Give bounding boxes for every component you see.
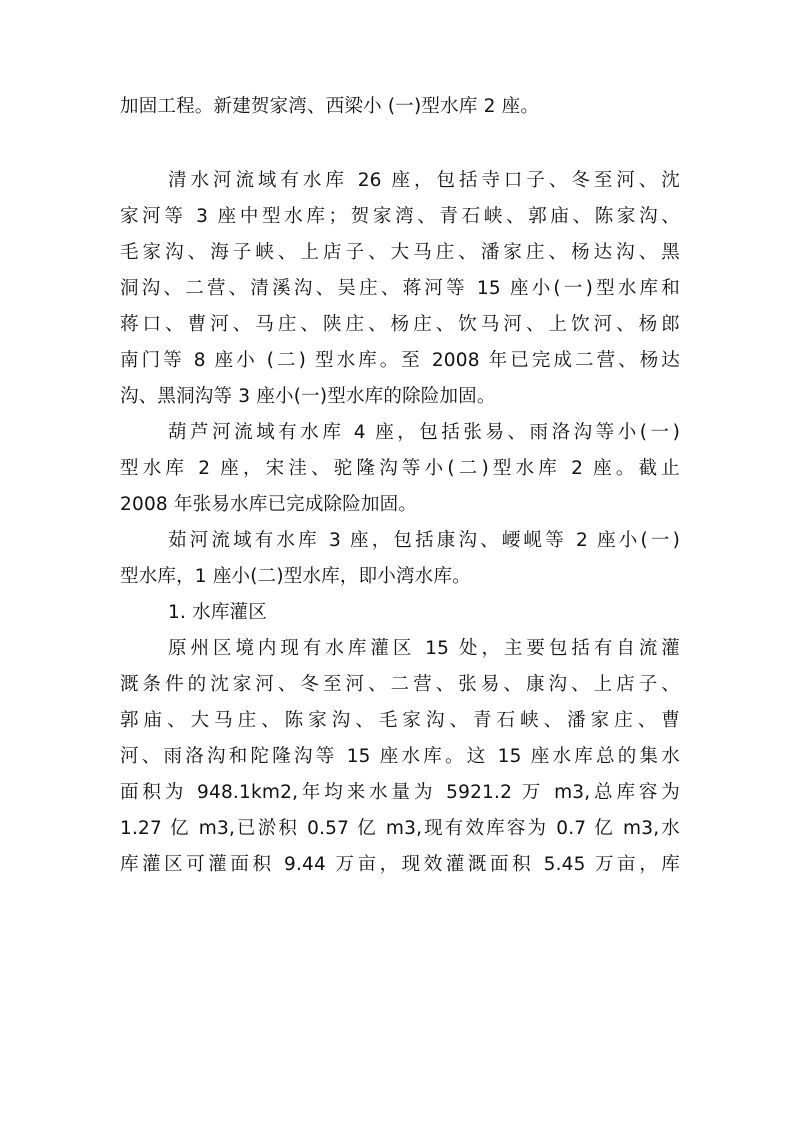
text-line: 加固工程。新建贺家湾、西梁小 (一)型水库 2 座。 — [120, 96, 540, 117]
text-line: 南门等 8 座小 (二) 型水库。至 2008 年已完成二营、杨达 — [120, 350, 680, 371]
text-line: 家河等 3 座中型水库；贺家湾、青石峡、郭庙、陈家沟、 — [120, 206, 680, 227]
text-line: 毛家沟、海子峡、上店子、大马庄、潘家庄、杨达沟、黑 — [120, 242, 680, 263]
document-body — [120, 92, 680, 879]
text-line: 原州区境内现有水库灌区 15 处，主要包括有自流灌 — [168, 638, 680, 659]
text-line: 2008 年张易水库已完成除险加固。 — [120, 494, 418, 515]
section-heading: 1. 水库灌区 — [168, 602, 267, 623]
paragraph-ru-river — [120, 526, 680, 591]
section-heading-reservoir-irrigation — [120, 598, 680, 627]
paragraph-continuation — [120, 92, 680, 121]
text-line: 清水河流域有水库 26 座，包括寺口子、冬至河、沈 — [168, 170, 680, 191]
text-line: 库灌区可灌面积 9.44 万亩，现效灌溉面积 5.45 万亩，库 — [120, 854, 680, 875]
text-line: 郭庙、大马庄、陈家沟、毛家沟、青石峡、潘家庄、曹 — [120, 710, 680, 731]
text-line: 溉条件的沈家河、冬至河、二营、张易、康沟、上店子、 — [120, 674, 680, 695]
text-line: 面积为 948.1km2,年均来水量为 5921.2 万 m3,总库容为 — [120, 782, 680, 803]
paragraph-irrigation-areas — [120, 634, 680, 879]
text-line: 洞沟、二营、清溪沟、吴庄、蒋河等 15 座小(一)型水库和 — [120, 278, 680, 299]
text-line: 河、雨洛沟和陀隆沟等 15 座水库。这 15 座水库总的集水 — [120, 746, 680, 767]
text-line: 1.27 亿 m3,已淤积 0.57 亿 m3,现有效库容为 0.7 亿 m3,水 — [120, 818, 680, 839]
text-line: 蒋口、曹河、马庄、陕庄、杨庄、饮马河、上饮河、杨郎 — [120, 314, 680, 335]
paragraph-qingshui-river — [120, 166, 680, 411]
text-line: 型水库 2 座，宋洼、驼隆沟等小(二)型水库 2 座。截止 — [120, 458, 680, 479]
text-line: 型水库，1 座小(二)型水库，即小湾水库。 — [120, 566, 471, 587]
paragraph-hulu-river — [120, 418, 680, 519]
text-line: 葫芦河流域有水库 4 座，包括张易、雨洛沟等小(一) — [168, 422, 680, 443]
text-line: 茹河流域有水库 3 座，包括康沟、崾岘等 2 座小(一) — [168, 530, 680, 551]
text-line: 沟、黑洞沟等 3 座小(一)型水库的除险加固。 — [120, 386, 496, 407]
